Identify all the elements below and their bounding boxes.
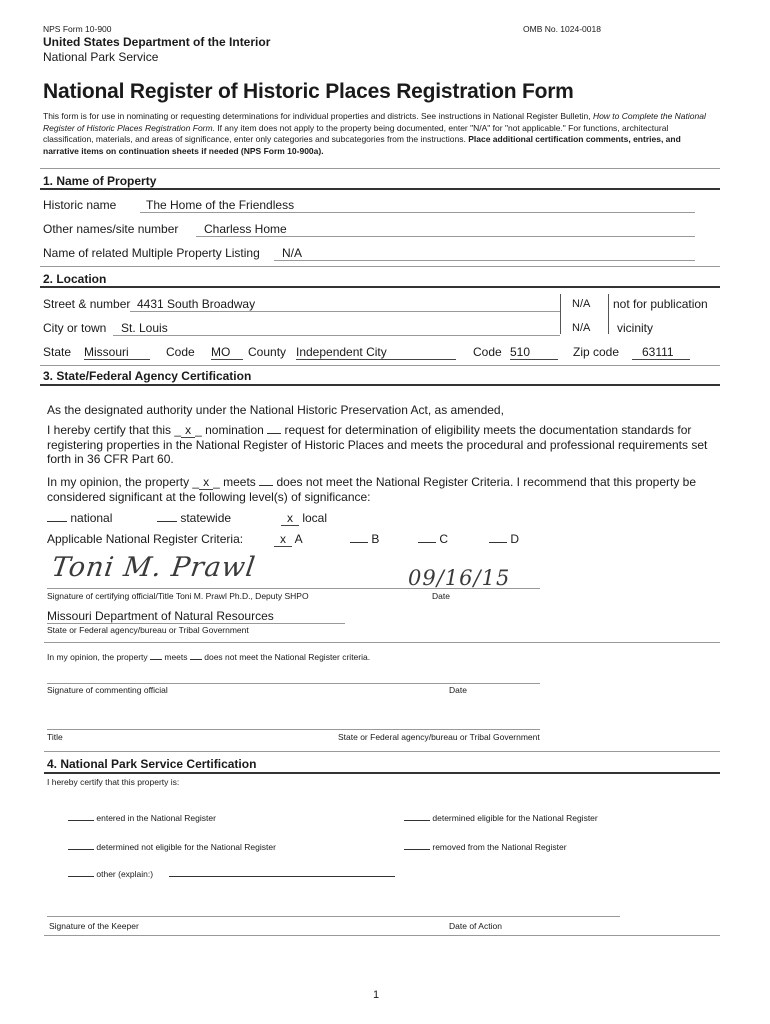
field-line	[274, 260, 695, 261]
opinion-text-3: does not meet the National Register Criteria. I recommend that this property be considered significant at the following level(s) of significance:	[47, 475, 697, 504]
commenting-caption: Signature of commenting official	[47, 685, 168, 695]
option-eligible-label: determined eligible for the National Register	[432, 813, 598, 823]
bottom-rule	[44, 935, 720, 936]
option-entered-label: entered in the National Register	[96, 813, 216, 823]
commenting-line	[47, 683, 540, 684]
option-removed-label: removed from the National Register	[432, 842, 567, 852]
criteria-label: Applicable National Register Criteria:	[47, 532, 244, 546]
county-label: County	[248, 345, 287, 359]
action-date-caption: Date of Action	[449, 921, 502, 931]
section2-heading: 2. Location	[43, 272, 107, 286]
city-label: City or town	[43, 321, 107, 335]
criteria-c-label: C	[439, 532, 449, 546]
county-code-label: Code	[473, 345, 502, 359]
opinion-text-1: In my opinion, the property	[47, 475, 193, 489]
historic-name-label: Historic name	[43, 198, 117, 212]
opinion2	[47, 650, 370, 662]
field-line	[113, 335, 560, 336]
title-agency-caption: State or Federal agency/bureau or Tribal Government	[338, 732, 540, 742]
certify-text-1: I hereby certify that this	[47, 423, 175, 437]
criteria-c[interactable]	[418, 532, 448, 546]
certify-text-3: request for determination of eligibility meets the documentation standards for registering properties in the National Register of Historic Places and meets the procedural and professional requirements set forth in 36 CFR Part 60.	[47, 423, 708, 466]
authority-text: As the designated authority under the National Historic Preservation Act, as amended,	[47, 403, 504, 417]
mpl-field[interactable]: N/A	[282, 246, 303, 260]
section1-rule	[40, 188, 720, 190]
page-title: National Register of Historic Places Registration Form	[43, 80, 574, 103]
option-not-eligible[interactable]	[68, 840, 276, 852]
level-local-mark: x	[281, 511, 299, 526]
criteria-d[interactable]	[489, 532, 519, 546]
level-national-label: national	[70, 511, 113, 525]
divider	[44, 751, 720, 752]
opinion2-text-1: In my opinion, the property	[47, 652, 151, 662]
agency-caption: State or Federal agency/bureau or Tribal Government	[47, 625, 249, 635]
level-local-label: local	[302, 511, 328, 525]
instructions	[43, 111, 719, 157]
certify-text-2: nomination	[201, 423, 268, 437]
page-number: 1	[373, 989, 380, 1001]
section3-heading: 3. State/Federal Agency Certification	[43, 369, 252, 383]
section4-heading: 4. National Park Service Certification	[47, 757, 257, 771]
nfp-value[interactable]: N/A	[572, 298, 591, 310]
certifying-date: 09/16/15	[408, 566, 511, 590]
opinion2-text-2: meets	[162, 652, 190, 662]
instructions-text-2: If any item does not apply to the property being documented, enter "N/A" for "not applicable." For functions, architectural classification, materials, and areas of significance, enter only categories and subcategories from the instructions.	[43, 122, 669, 144]
form-number: NPS Form 10-900	[43, 24, 112, 34]
other-names-label: Other names/site number	[43, 222, 179, 236]
criteria-b[interactable]	[350, 532, 379, 546]
county-field[interactable]: Independent City	[296, 345, 456, 360]
divider	[40, 365, 720, 366]
instructions-bold: Place additional certification comments, entries, and narrative items on continuation sheets if needed (NPS Form 10-900a).	[43, 134, 681, 156]
keeper-caption: Signature of the Keeper	[49, 921, 139, 931]
level-national[interactable]	[47, 511, 112, 525]
divider	[44, 642, 720, 643]
commenting-date-caption: Date	[449, 685, 467, 695]
opinion2-meets-blank[interactable]	[150, 650, 162, 660]
street-label: Street & number	[43, 297, 131, 311]
divider	[40, 168, 720, 169]
mpl-label: Name of related Multiple Property Listing	[43, 246, 260, 260]
department-name: United States Department of the Interior	[43, 35, 271, 49]
option-not-eligible-label: determined not eligible for the National Register	[96, 842, 276, 852]
signature-date-caption: Date	[432, 591, 450, 601]
opinion-text-2: meets	[219, 475, 260, 489]
field-line	[130, 311, 560, 312]
request-blank[interactable]	[267, 424, 281, 434]
section3-rule	[40, 384, 720, 386]
section4-intro: I hereby certify that this property is:	[47, 777, 180, 787]
keeper-line	[47, 916, 620, 917]
does-not-meet-blank[interactable]	[259, 476, 273, 486]
box-divider	[608, 294, 609, 334]
other-explain-field[interactable]	[169, 867, 395, 877]
title-line	[47, 729, 540, 730]
opinion2-not-meet-blank[interactable]	[190, 650, 202, 660]
omb-number: OMB No. 1024-0018	[523, 24, 601, 34]
criteria-a-mark: x	[274, 532, 292, 547]
other-names-field[interactable]: Charless Home	[204, 222, 287, 236]
instructions-bulletin-title: How to Complete the National Register of Historic Places Registration Form.	[43, 111, 706, 133]
option-eligible[interactable]	[404, 811, 598, 823]
divider	[40, 266, 720, 267]
opinion-paragraph: In my opinion, the property _ x _ meets does not meet the National Register Criteria. I recommend that this property be considered significant at the following level(s) of significance:	[47, 475, 697, 504]
street-field[interactable]: 4431 South Broadway	[137, 297, 256, 311]
level-statewide-label: statewide	[180, 511, 232, 525]
signature-line	[47, 588, 540, 589]
criteria-d-label: D	[510, 532, 520, 546]
meets-mark[interactable]: x	[199, 475, 213, 490]
nomination-mark[interactable]: x	[181, 423, 195, 438]
opinion2-text-3: does not meet the National Register criteria.	[201, 652, 371, 662]
state-code-label: Code	[166, 345, 195, 359]
level-statewide[interactable]	[157, 511, 231, 525]
section1-heading: 1. Name of Property	[43, 174, 157, 188]
instructions-text-1: This form is for use in nominating or requesting determinations for individual properties and districts. See instructions in National Register Bulletin,	[43, 111, 593, 121]
level-local[interactable]	[281, 511, 327, 525]
title-caption: Title	[47, 732, 63, 742]
nfp-label: not for publication	[613, 297, 708, 311]
county-code-field[interactable]: 510	[510, 345, 558, 360]
field-line	[196, 236, 695, 237]
field-line	[140, 212, 695, 213]
city-field[interactable]: St. Louis	[121, 321, 168, 335]
certifying-signature: Toni M. Prawl	[49, 552, 258, 583]
zip-field[interactable]: 63111	[632, 345, 690, 360]
historic-name-field[interactable]: The Home of the Friendless	[146, 198, 295, 212]
agency-line	[47, 623, 345, 624]
service-name: National Park Service	[43, 50, 159, 64]
state-field[interactable]: Missouri	[84, 345, 150, 360]
section4-rule	[44, 772, 720, 774]
agency-name: Missouri Department of Natural Resources	[47, 609, 274, 623]
state-label: State	[43, 345, 72, 359]
criteria-a-label: A	[294, 532, 303, 546]
criteria-b-label: B	[371, 532, 380, 546]
criteria-a[interactable]	[274, 532, 303, 546]
option-removed[interactable]	[404, 840, 567, 852]
zip-label: Zip code	[573, 345, 620, 359]
signature-caption: Signature of certifying official/Title Toni M. Prawl Ph.D., Deputy SHPO	[47, 591, 309, 601]
option-other[interactable]	[68, 867, 395, 879]
vicinity-label: vicinity	[617, 321, 654, 335]
vicinity-value[interactable]: N/A	[572, 322, 591, 334]
option-entered[interactable]	[68, 811, 216, 823]
certify-paragraph: I hereby certify that this _ x _ nomination request for determination of eligibility meets the documentation standards for registering properties in the National Register of Historic Places and meets the procedural and professional requirements set forth in 36 CFR Part 60.	[47, 423, 708, 466]
section2-rule	[40, 286, 720, 288]
box-divider	[560, 294, 561, 334]
state-code-field[interactable]: MO	[211, 345, 243, 360]
option-other-label: other (explain:)	[96, 869, 154, 879]
